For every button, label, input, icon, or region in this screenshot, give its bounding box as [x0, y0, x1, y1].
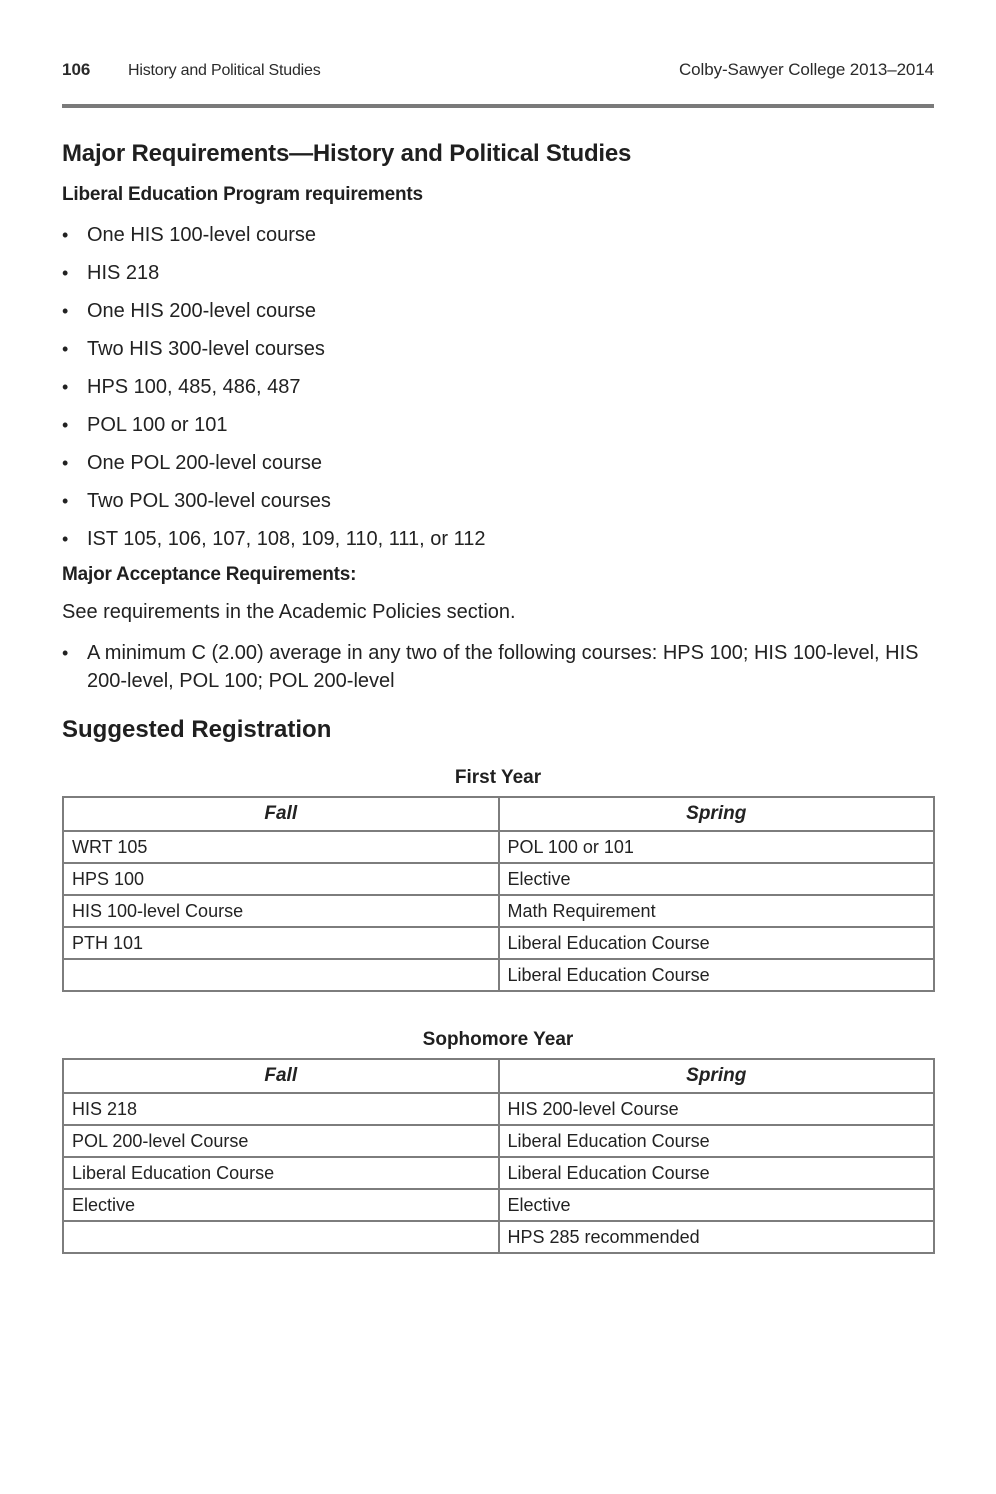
spring-header: Spring	[499, 1059, 935, 1093]
sophomore-year-table	[62, 1058, 935, 1254]
list-item	[62, 525, 485, 563]
table-row	[63, 959, 934, 991]
list-item	[62, 297, 485, 335]
list-item-text: Two HIS 300-level courses	[87, 338, 325, 360]
requirements-list	[62, 221, 485, 563]
spring-cell: Elective	[499, 1189, 935, 1221]
list-item-text: One HIS 200-level course	[87, 300, 317, 322]
bullet-icon: •	[62, 415, 69, 435]
fall-cell	[63, 959, 499, 991]
spring-cell: Liberal Education Course	[499, 1125, 935, 1157]
list-item-text: Two POL 300-level courses	[87, 490, 331, 512]
fall-cell: PTH 101	[63, 927, 499, 959]
book-title: Colby-Sawyer College 2013–2014	[679, 60, 934, 79]
acceptance-heading: Major Acceptance Requirements:	[62, 564, 357, 585]
fall-cell: Elective	[63, 1189, 499, 1221]
list-item	[62, 449, 485, 487]
first-year-table	[62, 796, 935, 992]
list-item	[62, 335, 485, 373]
fall-cell: HIS 100-level Course	[63, 895, 499, 927]
table-header-row	[63, 797, 934, 831]
spring-header: Spring	[499, 797, 935, 831]
list-item-text: POL 100 or 101	[87, 414, 228, 436]
bullet-icon: •	[62, 453, 69, 473]
list-item	[62, 373, 485, 411]
bullet-icon: •	[62, 301, 69, 321]
list-item	[62, 639, 934, 695]
section-name: History and Political Studies	[128, 62, 321, 79]
table-header-row	[63, 1059, 934, 1093]
acceptance-list	[62, 639, 934, 695]
list-item-text: HPS 100, 485, 486, 487	[87, 376, 301, 398]
spring-cell: Elective	[499, 863, 935, 895]
bullet-icon: •	[62, 643, 69, 663]
fall-cell: WRT 105	[63, 831, 499, 863]
suggested-registration-title: Suggested Registration	[62, 716, 332, 743]
fall-header: Fall	[63, 797, 499, 831]
header-rule	[62, 104, 934, 108]
bullet-icon: •	[62, 529, 69, 549]
running-header-left	[62, 60, 321, 80]
fall-cell: HIS 218	[63, 1093, 499, 1125]
table-row	[63, 831, 934, 863]
running-header	[62, 60, 934, 80]
spring-cell: Liberal Education Course	[499, 1157, 935, 1189]
table-row	[63, 1157, 934, 1189]
table-row	[63, 927, 934, 959]
list-item-text: One POL 200-level course	[87, 452, 322, 474]
spring-cell: Liberal Education Course	[499, 927, 935, 959]
spring-cell: Liberal Education Course	[499, 959, 935, 991]
spring-cell: HIS 200-level Course	[499, 1093, 935, 1125]
page-number: 106	[62, 60, 91, 79]
table-row	[63, 863, 934, 895]
spring-cell: POL 100 or 101	[499, 831, 935, 863]
table-row	[63, 1189, 934, 1221]
fall-cell	[63, 1221, 499, 1253]
bullet-icon: •	[62, 491, 69, 511]
list-item	[62, 259, 485, 297]
list-item-text: IST 105, 106, 107, 108, 109, 110, 111, or 112	[87, 528, 486, 550]
bullet-icon: •	[62, 339, 69, 359]
table-row	[63, 895, 934, 927]
bullet-icon: •	[62, 225, 69, 245]
liberal-ed-heading: Liberal Education Program requirements	[62, 184, 423, 205]
fall-cell: Liberal Education Course	[63, 1157, 499, 1189]
list-item-text: A minimum C (2.00) average in any two of the following courses: HPS 100; HIS 100-level, HIS 200-level, POL 100; POL 200-level	[87, 642, 919, 692]
list-item-text: One HIS 100-level course	[87, 224, 317, 246]
list-item	[62, 411, 485, 449]
table-row	[63, 1125, 934, 1157]
bullet-icon: •	[62, 263, 69, 283]
list-item-text: HIS 218	[87, 262, 160, 284]
spring-cell: HPS 285 recommended	[499, 1221, 935, 1253]
fall-cell: HPS 100	[63, 863, 499, 895]
fall-cell: POL 200-level Course	[63, 1125, 499, 1157]
list-item	[62, 487, 485, 525]
list-item	[62, 221, 485, 259]
table-row	[63, 1093, 934, 1125]
major-requirements-title: Major Requirements—History and Political Studies	[62, 140, 632, 167]
first-year-caption: First Year	[454, 767, 542, 788]
table-row	[63, 1221, 934, 1253]
acceptance-text: See requirements in the Academic Policies section.	[62, 601, 516, 623]
bullet-icon: •	[62, 377, 69, 397]
fall-header: Fall	[63, 1059, 499, 1093]
sophomore-year-caption: Sophomore Year	[422, 1029, 574, 1050]
spring-cell: Math Requirement	[499, 895, 935, 927]
